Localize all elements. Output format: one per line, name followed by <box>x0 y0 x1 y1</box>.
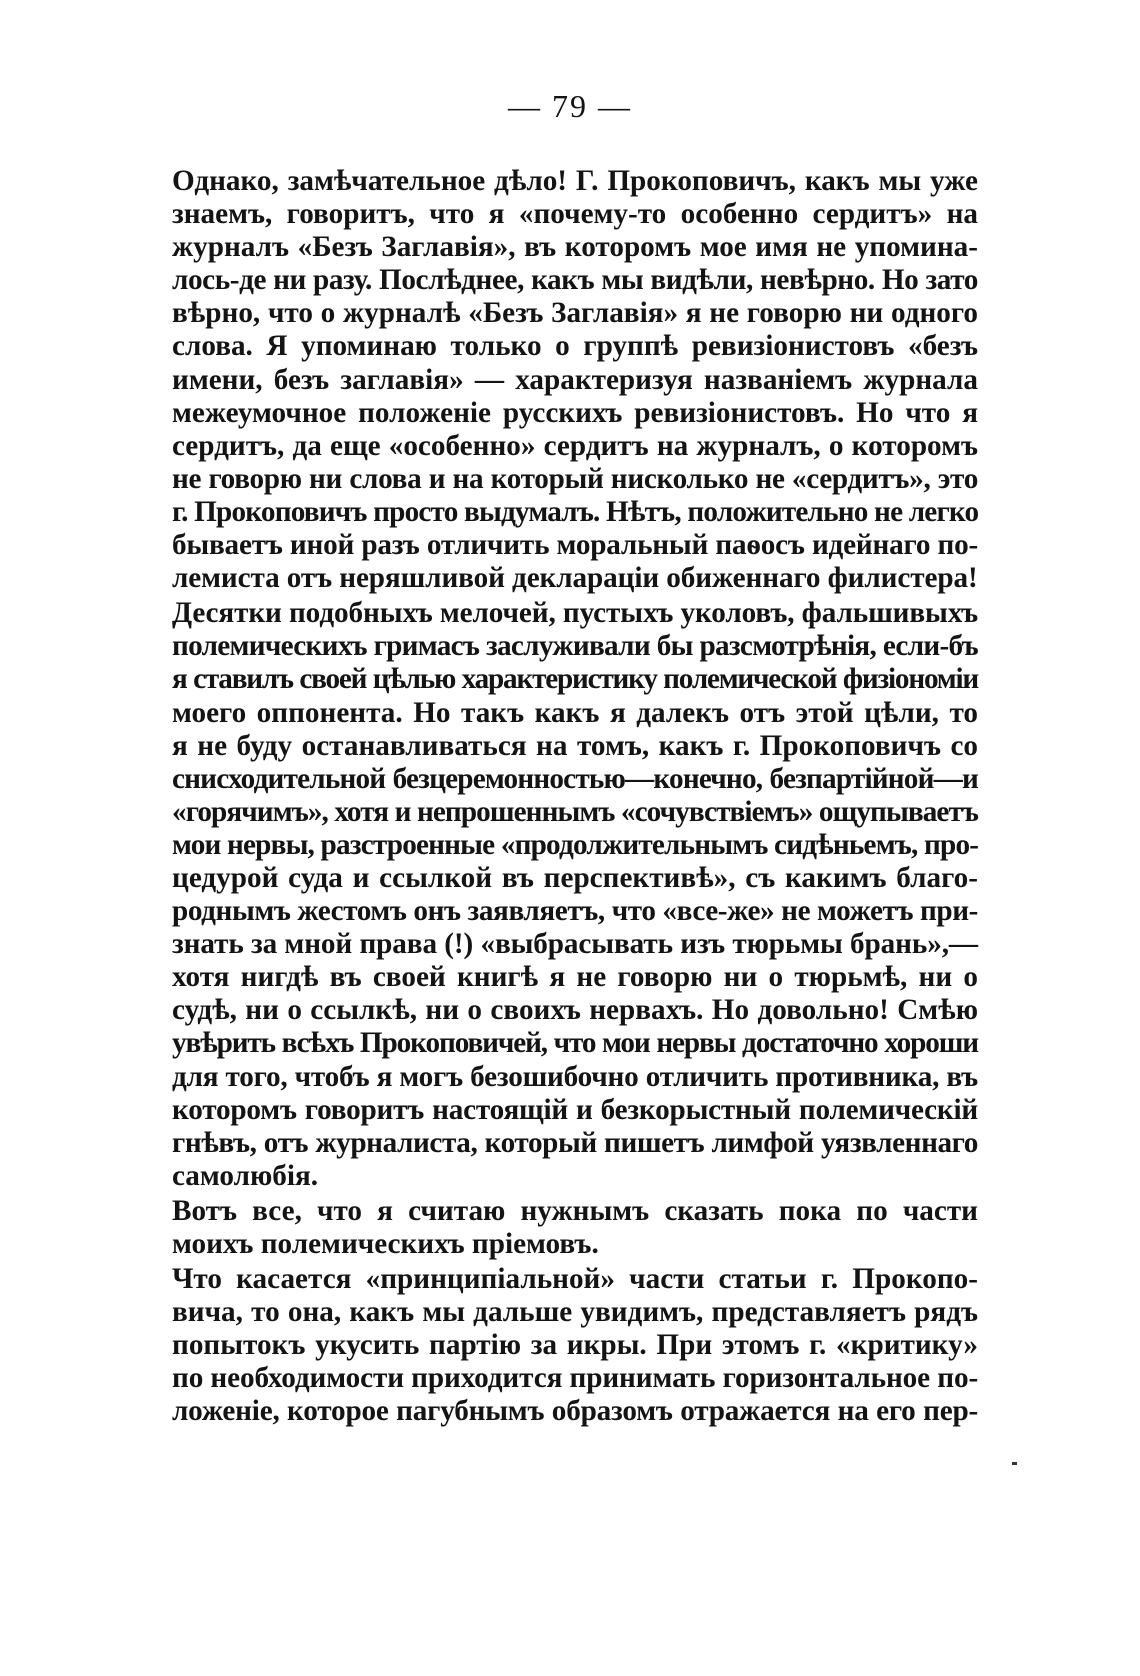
text-line: моего оппонента. Но такъ какъ я далекъ отъ этой цѣли, то <box>172 696 978 729</box>
text-line: вѣрно, что о журналѣ «Безъ Заглавія» я не говорю ни одного <box>172 297 978 330</box>
text-line: знаемъ, говоритъ, что я «почему-то особенно сердитъ» на <box>172 198 978 231</box>
text-line: моихъ полемическихъ пріемовъ. <box>172 1228 599 1260</box>
ink-speck <box>1012 1462 1017 1465</box>
text-line: слова. Я упоминаю только о группѣ ревизіонистовъ «безъ <box>172 330 978 363</box>
text-line: судѣ, ни о ссылкѣ, ни о своихъ нервахъ. Но довольно! Смѣю <box>172 994 978 1027</box>
text-line: по необходимости приходится принимать горизонтальное по- <box>172 1362 979 1395</box>
text-line: мои нервы, разстроенные «продолжительнымъ сидѣньемъ, про- <box>172 828 979 861</box>
text-line: Десятки подобныхъ мелочей, пустыхъ уколовъ, фальшивыхъ <box>172 597 979 630</box>
text-line: я ставилъ своей цѣлью характеристику полемической физіономіи <box>172 663 978 696</box>
paragraph-2 <box>172 597 978 1193</box>
text-line: не говорю ни слова и на который нисколько не «сердитъ», это <box>172 462 978 495</box>
text-line: самолюбія. <box>172 1159 319 1192</box>
text-line: которомъ говоритъ настоящій и безкорыстный полемическій <box>172 1093 978 1126</box>
text-line: бываетъ иной разъ отличить моральный паѳосъ идейнаго по- <box>172 529 978 562</box>
text-line: знать за мной права (!) «выбрасывать изъ тюрьмы брань»,— <box>172 928 978 961</box>
text-line: вича, то она, какъ мы дальше увидимъ, представляетъ рядъ <box>172 1296 978 1329</box>
text-line: журналъ «Безъ Заглавія», въ которомъ мое имя не упомина- <box>172 231 978 264</box>
text-line: снисходительной безцеремонностью—конечно, безпартійной—и <box>172 762 978 795</box>
text-line: полемическихъ гримасъ заслуживали бы разсмотрѣнія, если-бъ <box>172 630 978 663</box>
text-line: Вотъ все, что я считаю нужнымъ сказать пока по части <box>172 1194 978 1227</box>
text-line: хотя нигдѣ въ своей книгѣ я не говорю ни о тюрьмѣ, ни о <box>172 961 978 994</box>
page-number: — 79 — <box>508 88 632 124</box>
text-line: лось-де ни разу. Послѣднее, какъ мы видѣли, невѣрно. Но зато <box>172 264 978 297</box>
paragraph-4 <box>172 1263 978 1428</box>
text-line: роднымъ жестомъ онъ заявляетъ, что «все-же» не можетъ при- <box>172 895 978 928</box>
text-line: цедурой суда и ссылкой въ перспективѣ», съ какимъ благо- <box>172 861 978 894</box>
paragraph-1 <box>172 165 978 595</box>
text-line: попытокъ укусить партію за икры. При этомъ г. «критику» <box>172 1329 978 1362</box>
text-line: межеумочное положеніе русскихъ ревизіонистовъ. Но что я <box>172 396 978 429</box>
text-line: я не буду останавливаться на томъ, какъ г. Прокоповичъ со <box>172 729 978 762</box>
text-line: гнѣвъ, отъ журналиста, который пишетъ лимфой уязвленнаго <box>172 1126 978 1159</box>
text-line: г. Прокоповичъ просто выдумалъ. Нѣтъ, положительно не легко <box>172 495 979 528</box>
text-line: для того, чтобъ я могъ безошибочно отличить противника, въ <box>172 1060 978 1093</box>
text-line: «горячимъ», хотя и непрошеннымъ «сочувствіемъ» ощупываетъ <box>172 795 978 828</box>
text-line: Однако, замѣчательное дѣло! Г. Прокоповичъ, какъ мы уже <box>172 165 978 197</box>
text-line: сердитъ, да еще «особенно» сердитъ на журналъ, о которомъ <box>172 429 978 462</box>
text-line: ложеніе, которое пагубнымъ образомъ отражается на его пер- <box>172 1395 978 1428</box>
text-line: лемиста отъ неряшливой деклараціи обиженнаго филистера! <box>172 562 978 595</box>
body-text <box>172 165 978 1429</box>
text-line: имени, безъ заглавія» — характеризуя названіемъ журнала <box>172 363 978 396</box>
paragraph-3 <box>172 1195 978 1261</box>
text-line: Что касается «принципіальной» части статьи г. Прокопо- <box>172 1263 978 1296</box>
text-line: увѣрить всѣхъ Прокоповичей, что мои нервы достаточно хороши <box>172 1027 978 1060</box>
